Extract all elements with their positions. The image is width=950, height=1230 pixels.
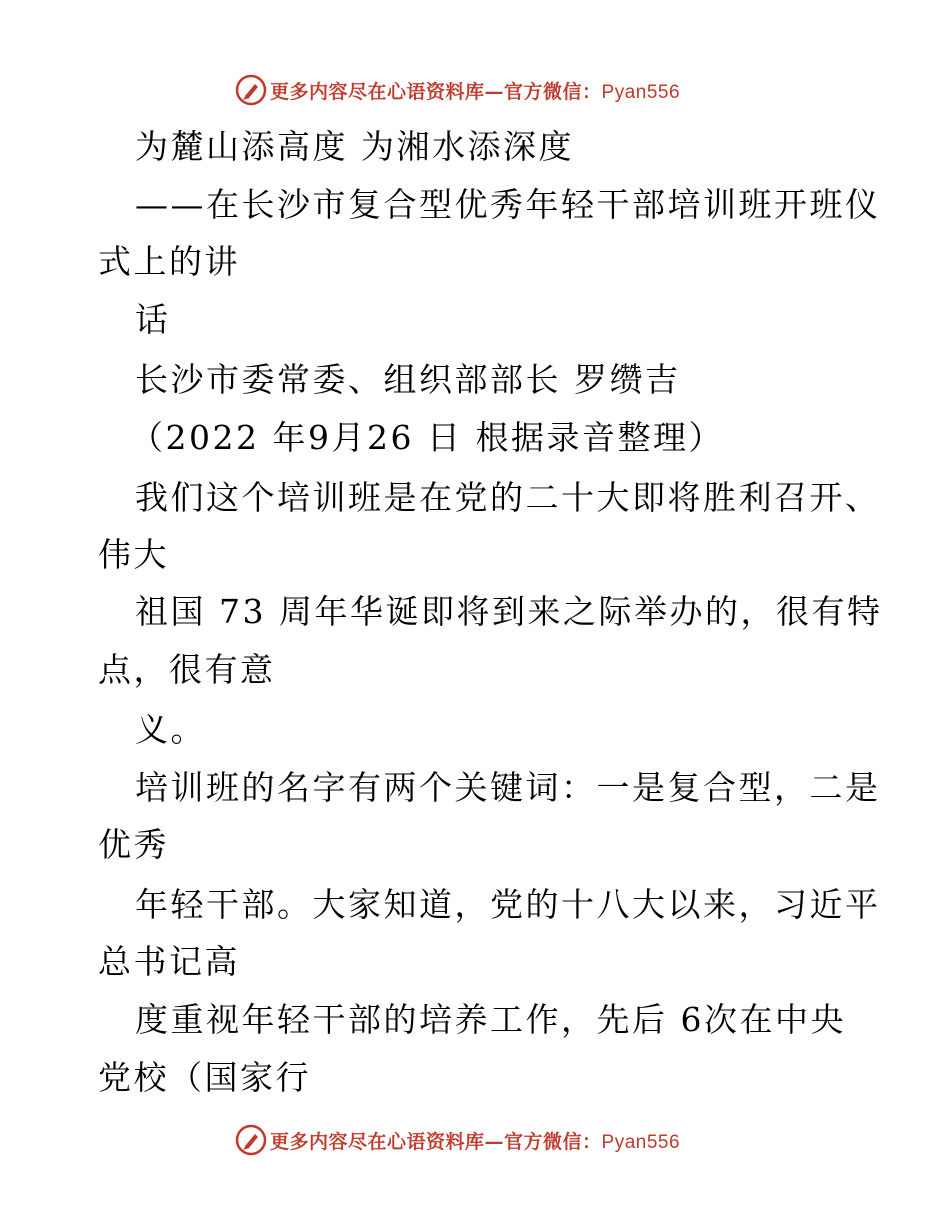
- watermark-text: [270, 77, 680, 104]
- subtitle-line-3: 话: [135, 300, 171, 339]
- watermark-banner-bottom: [0, 1120, 950, 1160]
- body-line: 祖国 73 周年华诞即将到来之际举办的，很有特: [135, 592, 883, 631]
- body-line: 我们这个培训班是在党的二十大即将胜利召开、: [135, 478, 881, 517]
- watermark-main-text: 更多内容尽在心语资料库—官方微信：: [270, 1131, 602, 1153]
- body-line: 年轻干部。大家知道，党的十八大以来，习近平: [135, 885, 881, 924]
- watermark-main-text: 更多内容尽在心语资料库—官方微信：: [270, 81, 602, 103]
- body-line: 总书记高: [98, 942, 240, 981]
- pen-nib-seal-icon: [235, 1124, 267, 1156]
- subtitle-line-2: 式上的讲: [98, 242, 240, 281]
- body-line: 伟大: [98, 535, 169, 574]
- watermark-text: [270, 1127, 680, 1154]
- watermark-wechat-id: Pyan556: [601, 1132, 681, 1153]
- document-title: 为麓山添高度 为湘水添深度: [135, 127, 574, 166]
- body-line: 培训班的名字有两个关键词：一是复合型，二是: [135, 768, 881, 807]
- subtitle-line-1: ——在长沙市复合型优秀年轻干部培训班开班仪: [135, 185, 881, 224]
- date-note: （2022 年9月26 日 根据录音整理）: [130, 418, 724, 457]
- watermark-banner-top: [0, 70, 950, 110]
- speaker-line: 长沙市委常委、组织部部长 罗缵吉: [135, 360, 681, 399]
- body-line: 党校（国家行: [98, 1058, 311, 1097]
- watermark-wechat-id: Pyan556: [601, 82, 681, 103]
- body-line: 义。: [135, 710, 206, 749]
- pen-nib-seal-icon: [235, 74, 267, 106]
- body-line: 点，很有意: [98, 650, 276, 689]
- body-line: 优秀: [98, 825, 169, 864]
- body-line: 度重视年轻干部的培养工作，先后 6次在中央: [135, 1000, 846, 1039]
